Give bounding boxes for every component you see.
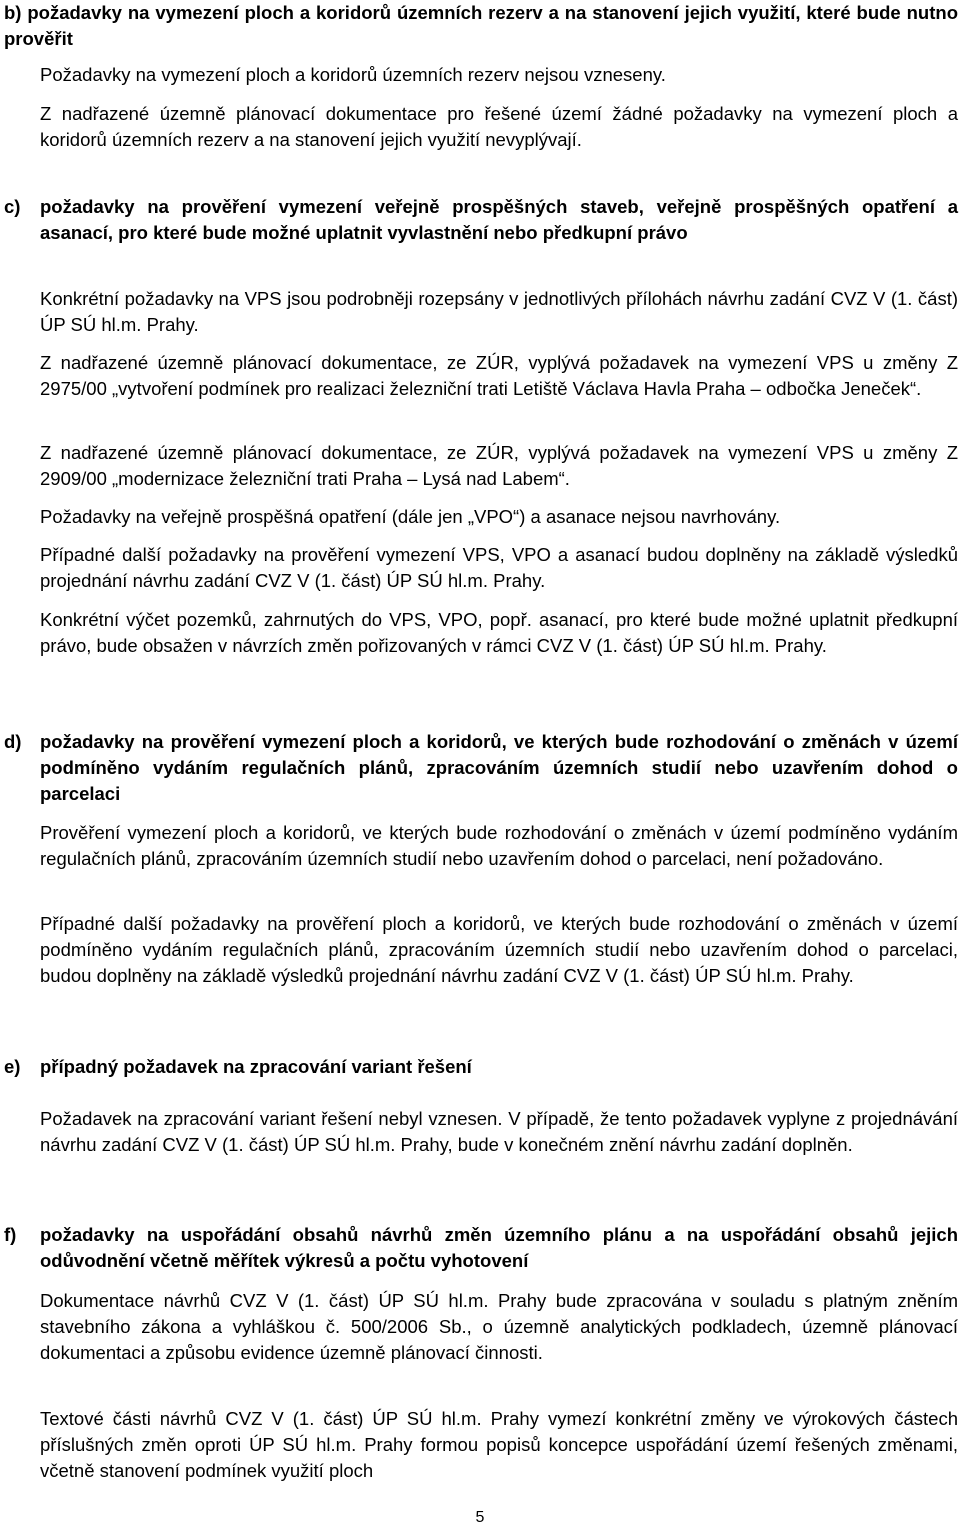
section-d-paragraph-2: Případné další požadavky na prověření ploch a koridorů, ve kterých bude rozhodování o změnách v území podmíněno vydáním regulačních plánů, zpracováním územních studií nebo uzavřením dohod o parcelaci, budou doplněny na základě výsledků projednání návrhu zadání CVZ V (1. část) ÚP SÚ hl.m. Prahy. [40, 913, 958, 986]
section-f [0, 1222, 960, 1481]
section-c-paragraph-5: Případné další požadavky na prověření vymezení VPS, VPO a asanací budou doplněny na základě výsledků projednání návrhu zadání CVZ V (1. část) ÚP SÚ hl.m. Prahy. [40, 544, 958, 591]
section-c-paragraph-6: Konkrétní výčet pozemků, zahrnutých do VPS, VPO, popř. asanací, pro které bude možné uplatnit předkupní právo, bude obsažen v návrzích změn pořizovaných v rámci CVZ V (1. část) ÚP SÚ hl.m. Prahy. [40, 609, 958, 656]
section-c-paragraph-3: Z nadřazené územně plánovací dokumentace, ze ZÚR, vyplývá požadavek na vymezení VPS u změny Z 2909/00 „modernizace železniční trati Praha – Lysá nad Labem“. [40, 442, 958, 489]
page-number: 5 [475, 1509, 485, 1526]
section-b-heading [0, 0, 958, 52]
section-c [0, 194, 960, 656]
section-f-paragraph-1: Dokumentace návrhů CVZ V (1. část) ÚP SÚ hl.m. Prahy bude zpracována v souladu s platným zněním stavebního zákona a vyhláškou č. 500/2006 Sb., o územně analytických podkladech, územně plánovací dokumentaci a způsobu evidence územně plánovací činnosti. [40, 1290, 958, 1363]
section-f-letter: f) [4, 1224, 17, 1245]
section-e-paragraph-1: Požadavek na zpracování variant řešení nebyl vznesen. V případě, že tento požadavek vyplyne z projednávání návrhu zadání CVZ V (1. část) ÚP SÚ hl.m. Prahy, bude v konečném znění návrhu zadání doplněn. [40, 1108, 958, 1155]
section-e-letter: e) [4, 1056, 21, 1077]
section-b-heading-text: b) požadavky na vymezení ploch a koridorů územních rezerv a na stanovení jejich využití, které bude nutno prověřit [4, 2, 958, 49]
section-c-heading: požadavky na prověření vymezení veřejně prospěšných staveb, veřejně prospěšných opatření a asanací, pro které bude možné uplatnit vyvlastnění nebo předkupní právo [40, 196, 958, 243]
section-c-paragraph-2: Z nadřazené územně plánovací dokumentace, ze ZÚR, vyplývá požadavek na vymezení VPS u změny Z 2975/00 „vytvoření podmínek pro realizaci železniční trati Letiště Václava Havla Praha – odbočka Jeneček“. [40, 352, 958, 399]
section-b-paragraph-1: Požadavky na vymezení ploch a koridorů územních rezerv nejsou vzneseny. [40, 64, 666, 85]
section-c-paragraph-4: Požadavky na veřejně prospěšná opatření (dále jen „VPO“) a asanace nejsou navrhovány. [40, 506, 781, 527]
section-d-paragraph-1: Prověření vymezení ploch a koridorů, ve kterých bude rozhodování o změnách v území podmíněno vydáním regulačních plánů, zpracováním územních studií nebo uzavřením dohod o parcelaci, není požadováno. [40, 822, 958, 869]
section-d-heading: požadavky na prověření vymezení ploch a koridorů, ve kterých bude rozhodování o změnách v území podmíněno vydáním regulačních plánů, zpracováním územních studií nebo uzavřením dohod o parcelaci [40, 731, 958, 804]
section-d [0, 729, 960, 986]
section-f-heading: požadavky na uspořádání obsahů návrhů změn územního plánu a na uspořádání obsahů jejich odůvodnění včetně měřítek výkresů a počtu vyhotovení [40, 1224, 958, 1271]
section-c-paragraph-1: Konkrétní požadavky na VPS jsou podrobněji rozepsány v jednotlivých přílohách návrhu zadání CVZ V (1. část) ÚP SÚ hl.m. Prahy. [40, 288, 958, 335]
section-e [0, 1054, 960, 1155]
section-d-letter: d) [4, 731, 22, 752]
section-b-paragraph-2: Z nadřazené územně plánovací dokumentace pro řešené území žádné požadavky na vymezení ploch a koridorů územních rezerv a na stanovení jejich využití nevyplývají. [40, 103, 958, 150]
section-c-letter: c) [4, 196, 21, 217]
section-b [0, 0, 960, 150]
section-e-heading: případný požadavek na zpracování variant řešení [40, 1056, 472, 1077]
section-f-paragraph-2: Textové části návrhů CVZ V (1. část) ÚP SÚ hl.m. Prahy vymezí konkrétní změny ve výrokových částech příslušných změn oproti ÚP SÚ hl.m. Prahy formou popisů koncepce uspořádání území řešených změnami, včetně stanovení podmínek využití ploch [40, 1408, 958, 1481]
